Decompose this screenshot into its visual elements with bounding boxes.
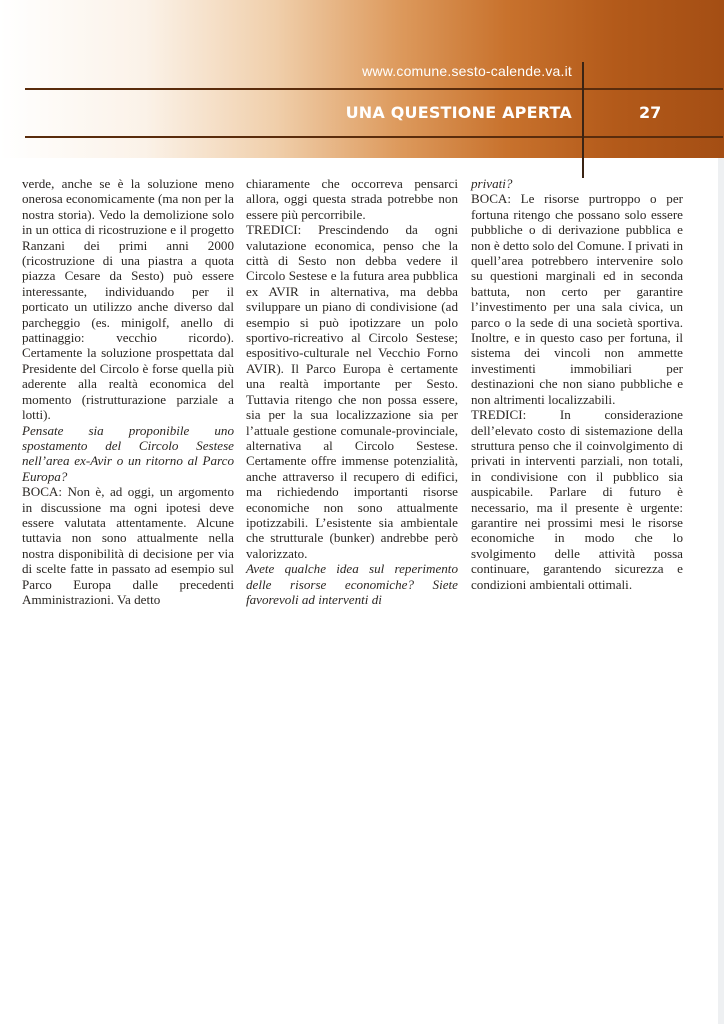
section-title: UNA QUESTIONE APERTA — [345, 103, 572, 122]
text-column-3 — [471, 176, 683, 592]
header-vertical-rule — [582, 62, 584, 178]
question-paragraph: Pensate sia proponibile uno spostamento del Circolo Sestese nell’area ex-Avir o un ritorno al Parco Europa? — [22, 422, 234, 484]
header-rule-top — [25, 88, 723, 90]
text-column-2 — [246, 176, 458, 607]
answer-paragraph: verde, anche se è la soluzione meno onerosa economicamente (ma non per la nostra storia). Vedo la demolizione solo in un ottica di ricostruzione e il progetto Ranzani dei primi anni 2000 (ricostruzione di una piastra a quota piazza Cesare da Sesto) può essere interessante, individuando per il porticato un utilizzo anche diverso dal parcheggio (es. minigolf, anello di pattinaggio: vecchio ricordo). Certamente la soluzione prospettata dal Presidente del Circolo è forse quella più aderente alla realtà economica del momento (ristrutturazione parziale a lotti). — [22, 176, 234, 423]
answer-paragraph: BOCA: Non è, ad oggi, un argomento in discussione ma ogni ipotesi deve essere valutata attentamente. Alcune tuttavia non sono attualmente nella nostra disponibilità di decisione per via di scelte fatte in passato ad esempio sul Parco Europa dalle precedenti Amministrazioni. Va detto — [22, 484, 234, 607]
header-rule-bottom — [25, 136, 723, 138]
answer-paragraph: BOCA: Le risorse purtroppo o per fortuna ritengo che possano solo essere pubbliche o di derivazione pubblica e non è detto solo del Comune. I privati in quell’area potrebbero intervenire solo su questioni marginali ed in seconda battuta, non certo per garantire l’investimento per una sala civica, un parco o la sede di una società sportiva. Inoltre, e in questo caso per fortuna, il sistema dei vincoli non ammette investimenti immobiliari per destinazioni che non siano pubbliche e non altrimenti localizzabili. — [471, 191, 684, 407]
website-url: www.comune.sesto-calende.va.it — [362, 63, 572, 79]
answer-paragraph: chiaramente che occorreva pensarci allora, oggi questa strada potrebbe non essere più percorribile. — [246, 176, 458, 222]
page-number: 27 — [639, 103, 662, 122]
answer-paragraph: TREDICI: Prescindendo da ogni valutazione economica, penso che la città di Sesto non debba vedere il Circolo Sestese e la futura area pubblica ex AVIR in alternativa, ma debba sviluppare un piano di condivisione (ad esempio si può ipotizzare un polo sportivo-ricreativo al Circolo Sestese; espositivo-culturale nel Vecchio Forno AVIR). Il Parco Europa è certamente una realtà importante per Sesto. Tuttavia ritengo che non possa essere, sia per la sua localizzazione sia per l’attuale gestione comunale-provinciale, alternativa al Circolo Sestese. Certamente offre immense potenzialità, anche attraverso il recupero di edifici, ma richiedendo importanti risorse economiche non sono attualmente ipotizzabili. L’esistente sia ambientale che strutturale (bunker) andrebbe però valorizzato. — [246, 222, 458, 561]
text-column-1 — [22, 176, 234, 607]
question-paragraph: privati? — [471, 176, 513, 191]
question-paragraph: Avete qualche idea sul reperimento delle risorse economiche? Siete favorevoli ad interventi di — [246, 561, 458, 607]
answer-paragraph: TREDICI: In considerazione dell’elevato costo di sistemazione della struttura penso che il coinvolgimento di privati in interventi parziali, non totali, in condivisione con il pubblico sia auspicabile. Parlare di futuro è necessario, ma il presente è urgente: garantire nei prossimi mesi le risorse economiche in modo che lo svolgimento delle attività possa continuare, garantendo sicurezza e condizioni ambientali ottimali. — [471, 407, 683, 592]
page-header — [0, 0, 724, 158]
